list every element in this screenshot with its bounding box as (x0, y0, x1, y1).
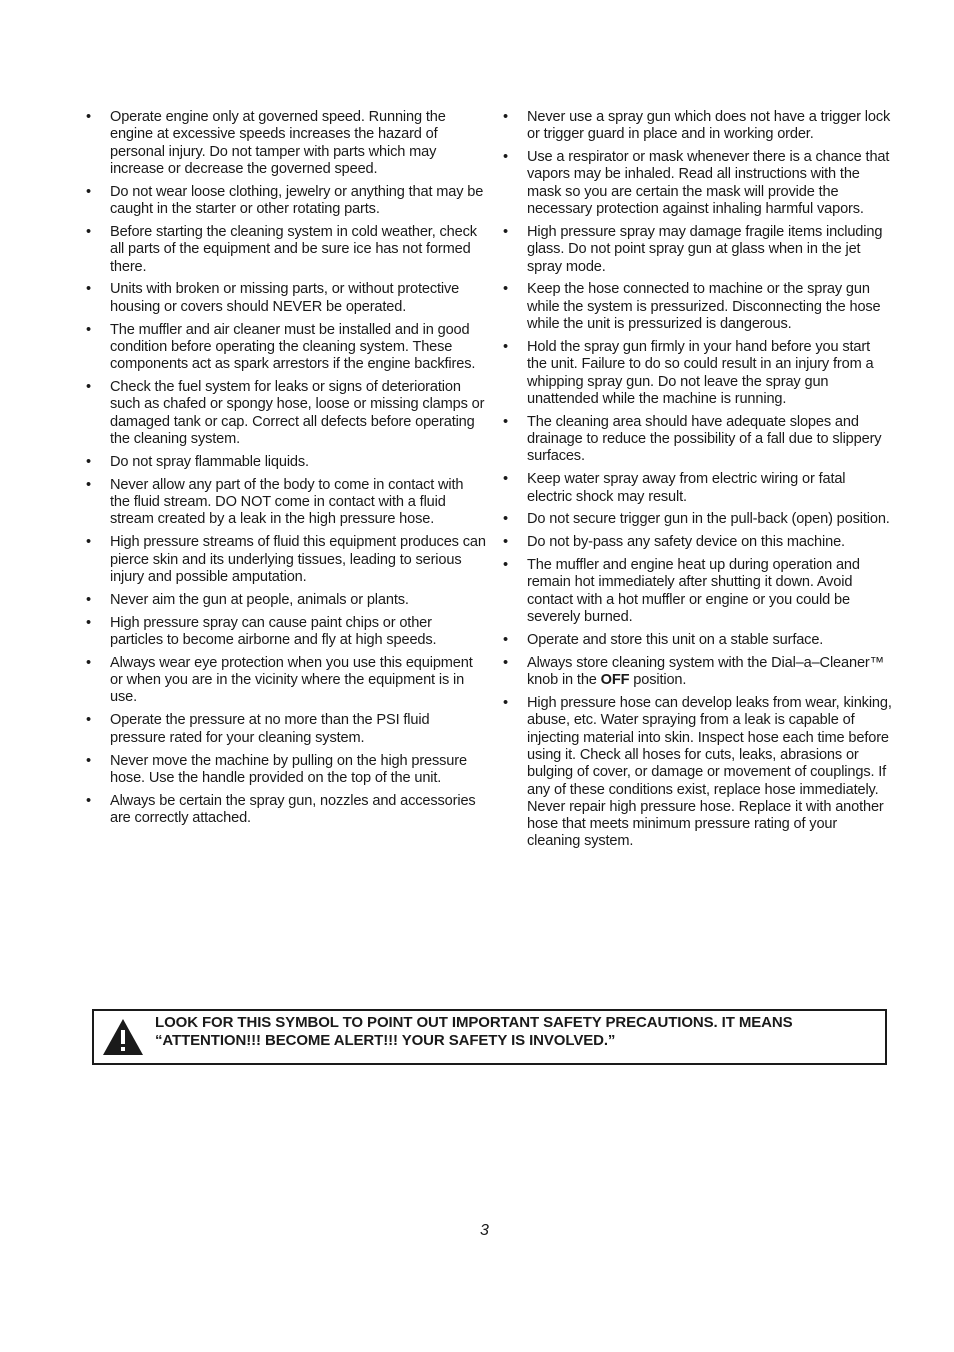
notice-text: LOOK FOR THIS SYMBOL TO POINT OUT IMPORTANT SAFETY PRECAUTIONS. IT MEANS “ATTENTION!!! BECOME ALERT!!! YOUR SAFETY IS INVOLVED.” (155, 1014, 793, 1049)
list-item: • Operate and store this unit on a stable surface. (503, 631, 824, 648)
safety-list-left (86, 109, 486, 827)
bullet: • (86, 792, 91, 809)
bullet: • (86, 453, 91, 470)
list-item: • Hold the spray gun firmly in your hand before you start the unit. Failure to do so could result in an injury from a whipping spray gun. Do not leave the spray gun unattended while the machine is running. (503, 338, 874, 407)
list-item: • Before starting the cleaning system in cold weather, check all parts of the equipment and be sure ice has not formed there. (86, 223, 477, 275)
list-item: • Check the fuel system for leaks or signs of deterioration such as chafed or spongy hose, loose or missing clamps or damaged tank or cap. Correct all defects before operating the cleaning system. (86, 379, 485, 448)
bullet: • (86, 712, 91, 729)
list-item: • Never use a spray gun which does not have a trigger lock or trigger guard in place and in working order. (503, 109, 891, 143)
bullet: • (86, 654, 91, 671)
bullet: • (503, 471, 508, 488)
bullet: • (503, 149, 508, 166)
bullet: • (86, 614, 91, 631)
list-item: • Operate the pressure at no more than the PSI fluid pressure rated for your cleaning system. (86, 712, 430, 746)
list-item: • Do not secure trigger gun in the pull-back (open) position. (503, 511, 890, 528)
list-item: • Use a respirator or mask whenever there is a chance that vapors may be inhaled. Read all instructions with the mask so you are certain the mask will provide the necessary protection against inhaling harmful vapors. (503, 149, 890, 218)
bullet: • (86, 591, 91, 608)
bullet: • (503, 654, 508, 671)
bullet: • (86, 321, 91, 338)
list-item: • High pressure spray can cause paint chips or other particles to become airborne and fly at high speeds. (86, 614, 437, 648)
warning-triangle-icon (102, 1017, 144, 1057)
bullet: • (86, 752, 91, 769)
list-item: • Do not wear loose clothing, jewelry or anything that may be caught in the starter or other rotating parts. (86, 183, 484, 218)
bullet: • (503, 413, 508, 430)
list-item: • Operate engine only at governed speed. Running the engine at excessive speeds increases the hazard of personal injury. Do not tamper with parts which may increase or decrease the governed speed. (86, 109, 446, 177)
list-item: • High pressure spray may damage fragile items including glass. Do not point spray gun at glass when in the jet spray mode. (503, 223, 883, 275)
list-item: • Always wear eye protection when you use this equipment or when you are in the vicinity where the equipment is in use. (86, 654, 473, 706)
bullet: • (503, 511, 508, 528)
bullet: • (503, 223, 508, 240)
off-keyword: OFF (600, 672, 630, 689)
list-item: • Keep water spray away from electric wiring or fatal electric shock may result. (503, 471, 846, 505)
bullet: • (503, 338, 508, 355)
list-item: • Always store cleaning system with the Dial–a–Cleaner™ knob in the OFF position. (503, 654, 885, 689)
bullet: • (503, 534, 508, 551)
list-item: • High pressure streams of fluid this equipment produces can pierce skin and its underlying tissues, leading to serious injury and possible amputation. (86, 534, 486, 585)
bullet: • (503, 109, 508, 125)
left-column (86, 109, 486, 833)
list-item: • Never move the machine by pulling on the high pressure hose. Use the handle provided on the top of the unit. (86, 752, 467, 786)
list-item: • The muffler and air cleaner must be installed and in good condition before operating the cleaning system. These components act as spark arrestors if the engine backfires. (86, 321, 476, 373)
list-item: • Do not by-pass any safety device on this machine. (503, 534, 845, 551)
list-item: • The muffler and engine heat up during operation and remain hot immediately after shutting it down. Avoid contact with a hot muffler or engine or you could be severely burned. (503, 557, 860, 626)
bullet: • (86, 183, 91, 200)
bullet: • (503, 281, 508, 298)
list-item: • Never aim the gun at people, animals or plants. (86, 591, 409, 608)
right-column (503, 109, 893, 856)
safety-list-right (503, 109, 893, 851)
list-item: • Always be certain the spray gun, nozzles and accessories are correctly attached. (86, 792, 476, 826)
bullet: • (86, 476, 91, 493)
bullet: • (503, 695, 508, 712)
bullet: • (503, 631, 508, 648)
bullet: • (86, 109, 91, 125)
list-item: • Units with broken or missing parts, or without protective housing or covers should NEVER be operated. (86, 281, 460, 315)
bullet: • (86, 379, 91, 396)
safety-notice-box (92, 1009, 887, 1065)
bullet: • (86, 223, 91, 240)
list-item: • High pressure hose can develop leaks from wear, kinking, abuse, etc. Water spraying from a leak is capable of injecting material into skin. Inspect hose each time before using it. Check all hoses for cuts, leaks, abrasions or bulging of cover, or damage or movement of couplings. If any of these conditions exist, replace hose immediately. Never repair high pressure hose. Replace it with another hose that meets minimum pressure rating of your cleaning system. (503, 695, 892, 850)
bullet: • (503, 557, 508, 574)
page-number: 3 (480, 1222, 489, 1239)
list-item: • Keep the hose connected to machine or the spray gun while the system is pressurized. Disconnecting the hose while the unit is pressurized is dangerous. (503, 281, 881, 333)
list-item: • Do not spray flammable liquids. (86, 453, 309, 470)
bullet: • (86, 534, 91, 551)
bullet: • (86, 281, 91, 298)
list-item: • The cleaning area should have adequate slopes and drainage to reduce the possibility of a fall due to slippery surfaces. (503, 413, 882, 465)
list-item: • Never allow any part of the body to come in contact with the fluid stream. DO NOT come in contact with a fluid stream created by a leak in the high pressure hose. (86, 476, 464, 528)
